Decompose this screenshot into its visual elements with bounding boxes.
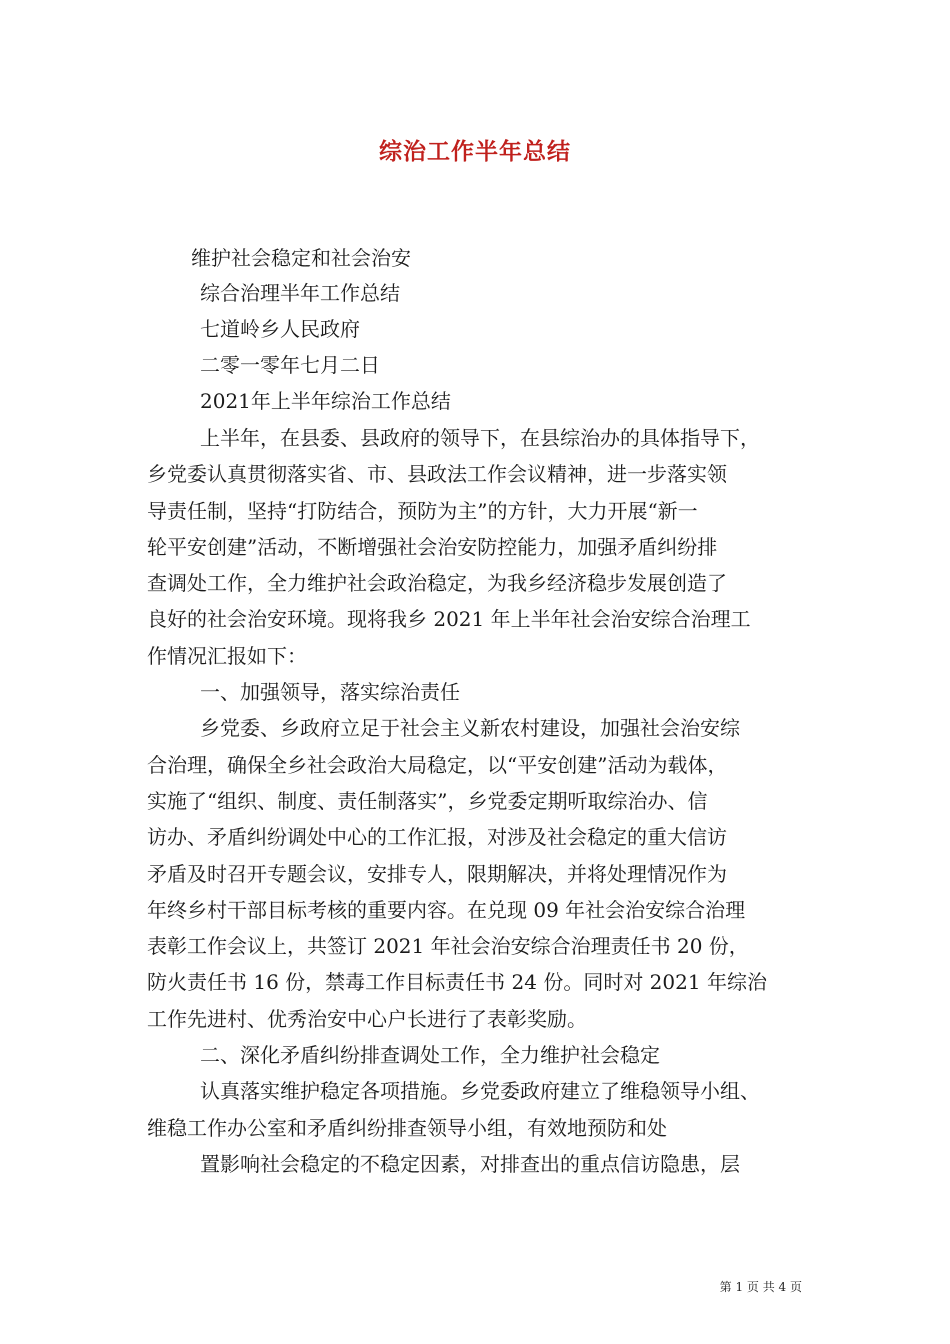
header-line-3: 七道岭乡人民政府 (200, 317, 360, 341)
body-line: 导责任制，坚持“打防结合，预防为主”的方针，大力开展“新一 (147, 498, 698, 523)
header-line-2: 综合治理半年工作总结 (200, 281, 400, 305)
body-line: 合治理，确保全乡社会政治大局稳定，以“平安创建”活动为载体， (147, 752, 728, 777)
page-number-footer: 第 1 页 共 4 页 (719, 1280, 802, 1294)
body-text (147, 420, 807, 1182)
body-line: 工作先进村、优秀治安中心户长进行了表彰奖励。 (147, 1006, 587, 1031)
body-line: 乡党委、乡政府立足于社会主义新农村建设，加强社会治安综 (200, 716, 740, 741)
body-line: 认真落实维护稳定各项措施。乡党委政府建立了维稳领导小组、 (200, 1079, 760, 1104)
body-line: 实施了“组织、制度、责任制落实”，乡党委定期听取综治办、信 (147, 788, 708, 813)
body-line: 访办、矛盾纠纷调处中心的工作汇报，对涉及社会稳定的重大信访 (147, 825, 727, 850)
body-line: 矛盾及时召开专题会议，安排专人，限期解决，并将处理情况作为 (147, 861, 727, 886)
section-heading-2: 二、深化矛盾纠纷排查调处工作，全力维护社会稳定 (200, 1043, 660, 1068)
body-line: 良好的社会治安环境。现将我乡 2021 年上半年社会治安综合治理工 (147, 607, 751, 632)
body-line: 作情况汇报如下： (147, 643, 307, 668)
body-line: 表彰工作会议上，共签订 2021 年社会治安综合治理责任书 20 份， (147, 934, 749, 959)
section-heading-1: 一、加强领导，落实综治责任 (200, 680, 460, 705)
header-line-4: 二零一零年七月二日 (200, 353, 380, 377)
body-line: 维稳工作办公室和矛盾纠纷排查领导小组，有效地预防和处 (147, 1115, 667, 1140)
body-line: 查调处工作，全力维护社会政治稳定，为我乡经济稳步发展创造了 (147, 571, 727, 596)
body-line: 上半年，在县委、县政府的领导下，在县综治办的具体指导下， (200, 426, 760, 450)
header-line-5: 2021年上半年综治工作总结 (200, 389, 451, 413)
body-line: 轮平安创建”活动，不断增强社会治安防控能力，加强矛盾纠纷排 (147, 534, 718, 559)
body-line: 乡党委认真贯彻落实省、市、县政法工作会议精神，进一步落实领 (147, 462, 727, 487)
body-line: 年终乡村干部目标考核的重要内容。在兑现 09 年社会治安综合治理 (147, 897, 746, 922)
header-line-1: 维护社会稳定和社会治安 (191, 246, 411, 270)
document-title: 综治工作半年总结 (379, 138, 571, 165)
body-line: 置影响社会稳定的不稳定因素，对排查出的重点信访隐患，层 (200, 1151, 740, 1176)
body-line: 防火责任书 16 份，禁毒工作目标责任书 24 份。同时对 2021 年综治 (147, 970, 767, 995)
